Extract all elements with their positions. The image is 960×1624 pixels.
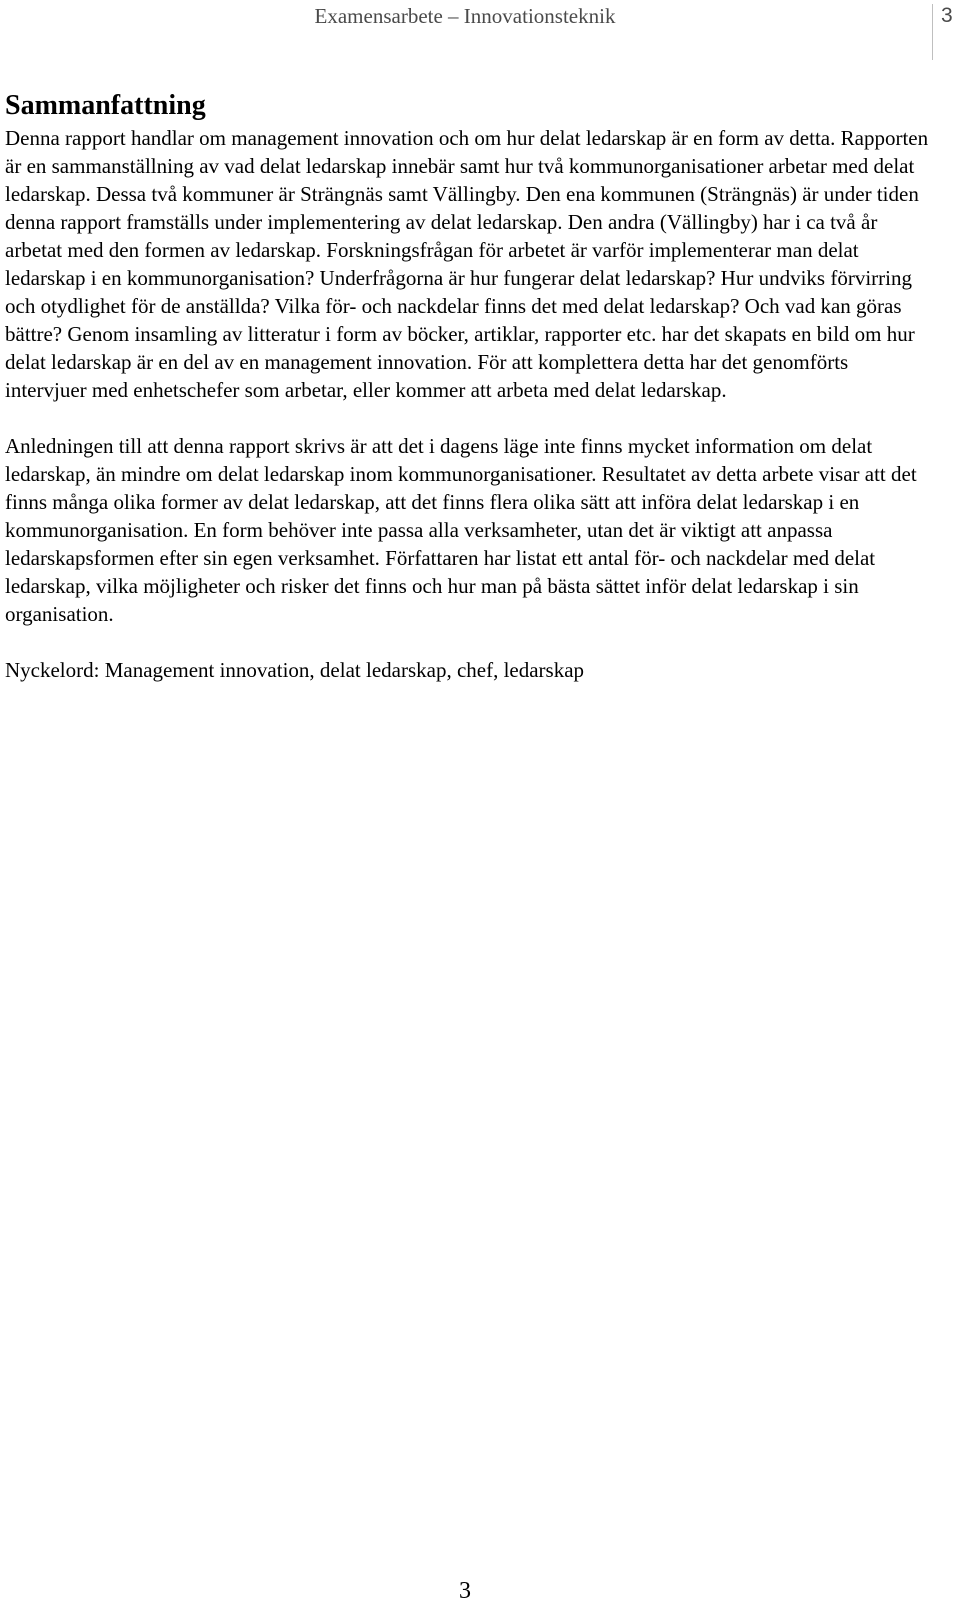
main-content (5, 88, 930, 684)
abstract-paragraph-1: Denna rapport handlar om management innovation och om hur delat ledarskap är en form av detta. Rapporten är en sammanställning av vad delat ledarskap innebär samt hur två kommunorganisationer arbetar med delat ledarskap. Dessa två kommuner är Strängnäs samt Vällingby. Den ena kommunen (Strängnäs) är under tiden denna rapport framställs under implementering av delat ledarskap. Den andra (Vällingby) har i ca två år arbetat med den formen av ledarskap. Forskningsfrågan för arbetet är varför implementerar man delat ledarskap i en kommunorganisation? Underfrågorna är hur fungerar delat ledarskap? Hur undviks förvirring och otydlighet för de anställda? Vilka för- och nackdelar finns det med delat ledarskap? Och vad kan göras bättre? Genom insamling av litteratur i form av böcker, artiklar, rapporter etc. har det skapats en bild om hur delat ledarskap är en del av en management innovation. För att komplettera detta har det genomförts intervjuer med enhetschefer som arbetar, eller kommer att arbeta med delat ledarskap. (5, 126, 929, 402)
keywords-line: Nyckelord: Management innovation, delat ledarskap, chef, ledarskap (5, 658, 585, 682)
running-header-title: Examensarbete – Innovationsteknik (314, 4, 616, 28)
footer-page-number: 3 (459, 1578, 471, 1604)
abstract-paragraph-2: Anledningen till att denna rapport skrivs är att det i dagens läge inte finns mycket information om delat ledarskap, än mindre om delat ledarskap inom kommunorganisationer. Resultatet av detta arbete visar att det finns många olika former av delat ledarskap, att det finns flera olika sätt att införa delat ledarskap i en kommunorganisation. En form behöver inte passa alla verksamheter, utan det är viktigt att anpassa ledarskapsformen efter sin egen verksamhet. Författaren har listat ett antal för- och nackdelar med delat ledarskap, vilka möjligheter och risker det finns och hur man på bästa sättet inför delat ledarskap i sin organisation. (5, 434, 917, 626)
section-heading: Sammanfattning (5, 90, 206, 121)
header-page-number: 3 (932, 4, 960, 60)
paragraph-spacer (5, 628, 930, 656)
paragraph-spacer (5, 404, 930, 432)
